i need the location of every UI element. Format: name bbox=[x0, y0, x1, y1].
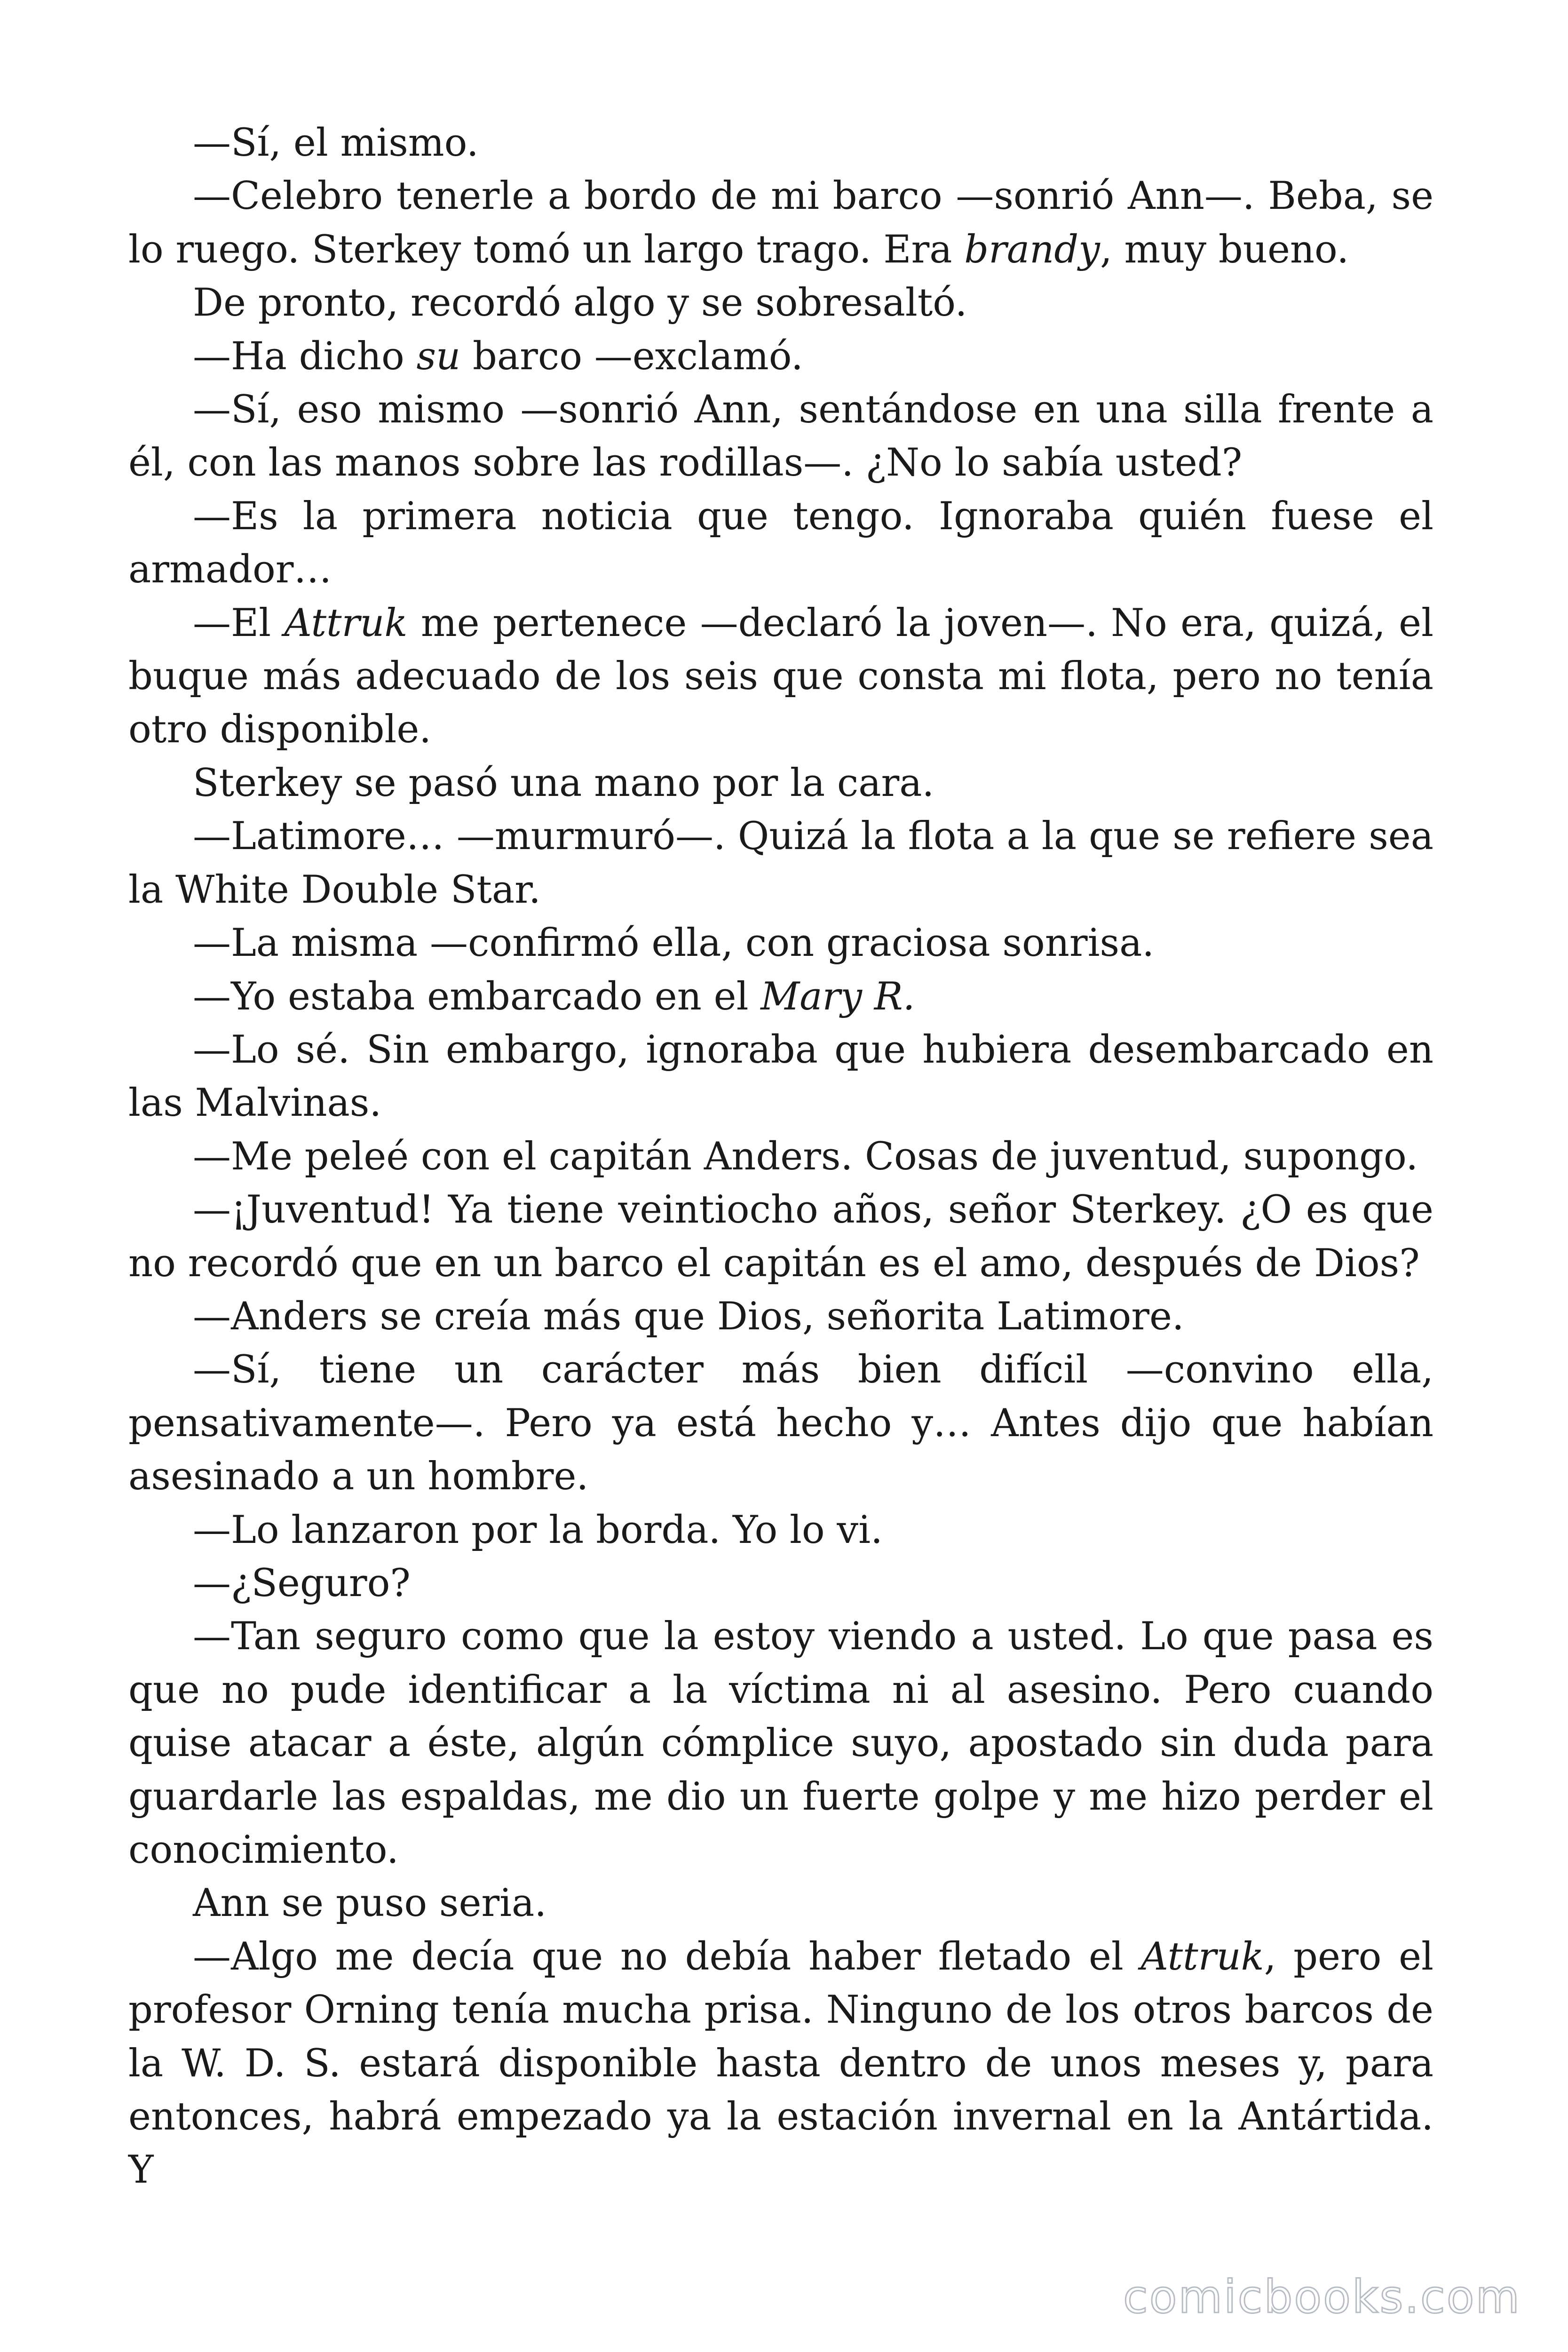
italic-text: Attruk bbox=[284, 601, 408, 645]
text-run: —Yo estaba embarcado en el bbox=[193, 974, 761, 1019]
text-run: , pero el profesor Orning tenía mucha prisa. Ninguno de los otros barcos de la W. D. S. estará disponible hasta dentro de unos meses y, para entonces, habrá empezado ya la estación invernal en la Antártida. Y bbox=[128, 1934, 1434, 2193]
paragraph bbox=[128, 1504, 1433, 1557]
paragraph bbox=[128, 757, 1433, 810]
paragraph bbox=[128, 383, 1433, 490]
paragraph bbox=[128, 1130, 1433, 1184]
text-run: —Lo lanzaron por la borda. Yo lo vi. bbox=[193, 1508, 883, 1552]
text-run: —Me peleé con el capitán Anders. Cosas de juventud, supongo. bbox=[193, 1134, 1418, 1179]
text-run: —Anders se creía más que Dios, señorita Latimore. bbox=[193, 1294, 1184, 1339]
paragraph bbox=[128, 1877, 1433, 1930]
paragraph bbox=[128, 170, 1433, 277]
paragraph bbox=[128, 1290, 1433, 1343]
text-run: —Sí, el mismo. bbox=[193, 121, 479, 165]
text-run: —La misma —confirmó ella, con graciosa sonrisa. bbox=[193, 921, 1155, 966]
text-run: —Latimore… —murmuró—. Quizá la flota a la que se refiere sea la White Double Star. bbox=[128, 814, 1433, 912]
text-run: barco —exclamó. bbox=[460, 334, 803, 379]
text-run: —Sí, eso mismo —sonrió Ann, sentándose en una silla frente a él, con las manos sobre las rodillas—. ¿No lo sabía usted? bbox=[128, 388, 1433, 485]
text-run: —El bbox=[193, 601, 285, 645]
paragraph bbox=[128, 1931, 1433, 2197]
paragraph bbox=[128, 810, 1433, 917]
paragraph bbox=[128, 330, 1433, 383]
paragraph bbox=[128, 1557, 1433, 1610]
text-run: —¿Seguro? bbox=[193, 1561, 411, 1605]
paragraph bbox=[128, 1343, 1433, 1503]
italic-text: brandy bbox=[964, 227, 1100, 272]
text-run: , muy bueno. bbox=[1100, 227, 1349, 272]
watermark: comicbooks.com bbox=[1123, 2271, 1521, 2323]
paragraph bbox=[128, 970, 1433, 1024]
text-run: —Ha dicho bbox=[193, 334, 417, 379]
text-run: Sterkey se pasó una mano por la cara. bbox=[193, 761, 934, 805]
text-run: —¡Juventud! Ya tiene veintiocho años, señor Sterkey. ¿O es que no recordó que en un barco el capitán es el amo, después de Dios? bbox=[128, 1188, 1433, 1286]
paragraph bbox=[128, 917, 1433, 970]
text-run: De pronto, recordó algo y se sobresaltó. bbox=[193, 281, 967, 326]
italic-text: Attruk bbox=[1140, 1934, 1264, 1979]
text-run: —Tan seguro como que la estoy viendo a usted. Lo que pasa es que no pude identificar a la víctima ni al asesino. Pero cuando quise atacar a éste, algún cómplice suyo, apostado sin duda para guardarle las espaldas, me dio un fuerte golpe y me hizo perder el conocimiento. bbox=[128, 1614, 1433, 1872]
page-body-text bbox=[128, 117, 1433, 2197]
paragraph bbox=[128, 1184, 1433, 1290]
text-run: —Es la primera noticia que tengo. Ignoraba quién fuese el armador… bbox=[128, 494, 1433, 592]
paragraph bbox=[128, 490, 1433, 597]
italic-text: Mary R. bbox=[760, 974, 915, 1019]
paragraph bbox=[128, 117, 1433, 170]
paragraph bbox=[128, 1024, 1433, 1130]
italic-text: su bbox=[416, 334, 461, 379]
paragraph bbox=[128, 277, 1433, 330]
text-run: —Lo sé. Sin embargo, ignoraba que hubiera desembarcado en las Malvinas. bbox=[128, 1027, 1433, 1126]
text-run: Ann se puso seria. bbox=[193, 1881, 547, 1926]
paragraph bbox=[128, 597, 1433, 757]
paragraph bbox=[128, 1610, 1433, 1877]
text-run: —Algo me decía que no debía haber fletado el bbox=[193, 1934, 1141, 1979]
text-run: —Celebro tenerle a bordo de mi barco —sonrió Ann—. Beba, se lo ruego. Sterkey tomó un largo trago. Era bbox=[128, 174, 1433, 272]
text-run: me pertenece —declaró la joven—. No era, quizá, el buque más adecuado de los seis que consta mi flota, pero no tenía otro disponible. bbox=[128, 601, 1433, 752]
text-run: —Sí, tiene un carácter más bien difícil —convino ella, pensativamente—. Pero ya está hecho y… Antes dijo que habían asesinado a un hombre. bbox=[128, 1348, 1433, 1499]
